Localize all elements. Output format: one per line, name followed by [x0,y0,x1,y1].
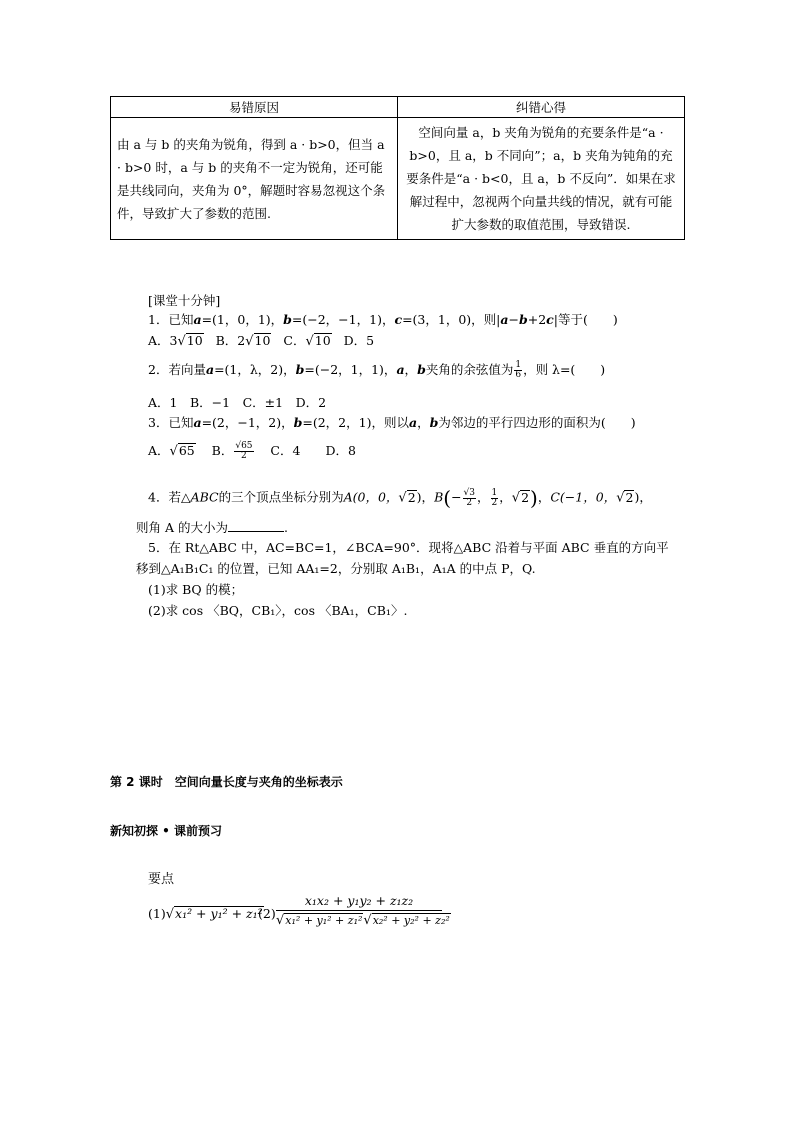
q1-text: =(1，0，1)， [201,312,284,327]
table-header-right: 纠错心得 [398,97,685,118]
question-3-stem: 3．已知a=(2，−1，2)，b=(2，2，1)，则以a，b为邻边的平行四边形的面积为( ) [148,415,636,430]
question-1-options: A．3√10 B．2√10 C．√10 D．5 [148,333,375,349]
q1-option-a-radicand: 10 [186,333,203,348]
question-4-stem: 4．若△ABC的三个顶点坐标分别为A(0，0，√2)，B(− $\frac{√3}{2}$ ， $\frac{1}{2}$ ，√2)，C(−1，0，√2)， [148,486,652,510]
q3-option-cd: C．4 D．8 [270,443,356,458]
q3-text: =(2，2，1)，则以 [302,415,409,430]
q1-text: +2 [527,312,547,327]
q2-text: =(1，λ，2)， [214,362,296,377]
q3-text: =(2，−1，2)， [201,415,294,430]
q1-text: |等于( ) [553,312,618,327]
formula-2-denominator-b: x₂² + y₂² + z₂² [372,914,450,927]
question-2-options: A．1 B．−1 C．±1 D．2 [148,395,327,410]
q1-text: 1．已知 [148,312,194,327]
section-class-ten-minutes: [课堂十分钟] [148,293,221,308]
q1-text: − [508,312,519,327]
q1-text: =(−2，−1，1)， [291,312,395,327]
q4-point-c: C(−1，0， [550,489,617,505]
q3-text: 为邻边的平行四边形的面积为( ) [438,415,636,430]
q4-text: )， [634,489,652,505]
q4-text: )， [416,489,435,505]
key-points-heading: 要点 [148,872,175,887]
q1-option-b-radicand: 10 [254,333,271,348]
lesson-title: 第 2 课时 空间向量长度与夹角的坐标表示 [110,775,343,789]
question-5-line-1: 5．在 Rt△ABC 中，AC=BC=1，∠BCA=90°．现将△ABC 沿着与平面 ABC 垂直的方向平 [148,540,669,555]
q3-option-a-radicand: 65 [178,443,195,458]
table-cell-right: 空间向量 a，b 夹角为锐角的充要条件是“a · b>0，且 a，b 不同向”；a，b 夹角为钝角的充要条件是“a · b<0，且 a，b 不反向”．如果在求解过程中，忽视两个向量共线的情况，就有可能扩大参数的取值范围，导致错误. [398,118,685,240]
question-4-line-2 [136,518,288,536]
q4-b-fraction-2: $\frac{1}{2}$ [491,487,498,508]
q2-text: ， [404,362,418,377]
q1-option-c-radicand: 10 [314,333,331,348]
q4-point-b: B [434,489,444,505]
q2-text: 2．若向量 [148,362,206,377]
q4-point-a: A(0，0， [343,489,399,505]
q4-radicand: 2 [521,489,530,505]
q2-text: =(−2，1，1)， [304,362,397,377]
q4-text: 4．若△ [148,489,191,505]
formula-1-radicand: x₁² + y₁² + z₁² [175,906,263,921]
q1-option-a: A．3 [148,333,178,348]
q3-option-b: B． [211,443,234,458]
formula-2-denominator: √x₁² + y₁² + z₁²√x₂² + y₂² + z₂² [276,913,450,928]
q2-text: 夹角的余弦值为 [425,362,514,377]
formula-2-numerator: x₁x₂ + y₁y₂ + z₁z₂ [276,893,442,911]
question-2-stem: 2．若向量a=(1，λ，2)，b=(−2，1，1)，a，b夹角的余弦值为 $\frac{1}{6}$ ，则 λ=( ) [148,360,606,380]
q4-b-fraction-1: $\frac{√3}{2}$ [463,487,476,508]
formula-2 [276,893,450,928]
q4-radicand: 2 [625,489,634,505]
q4-triangle: ABC [190,489,219,505]
formula-2-denominator-a: x₁² + y₁² + z₁² [285,914,363,927]
q1-option-d: D．5 [343,333,375,348]
q3-option-b-fraction: $\frac{√65}{2}$ [235,441,253,461]
q4-text: . [283,520,288,535]
formula-1: (1)√x₁² + y₁² + z₁² [148,906,263,922]
question-1-stem: 1．已知a=(1，0，1)，b=(−2，−1，1)，c=(3，1，0)，则|a−b+2c|等于( ) [148,312,618,327]
q4-text: 的三个顶点坐标分别为 [218,489,344,505]
q4-radicand: 2 [407,489,416,505]
q3-text: 3．已知 [148,415,194,430]
q1-text: =(3，1，0)，则| [402,312,501,327]
q4-text: 则角 A 的大小为 [136,520,228,535]
error-analysis-table [110,96,685,240]
q1-option-c: C． [283,333,306,348]
q2-text: ，则 λ=( ) [523,362,606,377]
table-cell-left: 由 a 与 b 的夹角为锐角，得到 a · b>0，但当 a · b>0 时，a 与 b 的夹角不一定为锐角，还可能是共线同向，夹角为 0°，解题时容易忽视这个条件，导致扩大了参数的范围. [111,118,398,240]
formula-2-label: (2) [258,906,276,921]
q1-option-b: B．2 [215,333,246,348]
question-3-options: A．√65 B． $\frac{√65}{2}$ C．4 D．8 [148,441,356,461]
formula-1-label: (1) [148,906,166,921]
q3-option-a: A． [148,443,170,458]
q3-text: ， [417,415,430,430]
question-5-sub-2: (2)求 cos 〈BQ，CB₁〉，cos 〈BA₁，CB₁〉. [148,603,408,618]
table-header-left: 易错原因 [111,97,398,118]
q4-answer-blank[interactable] [228,521,284,532]
q2-fraction: $\frac{1}{6}$ [515,360,522,380]
question-5-sub-1: (1)求 BQ 的模； [148,582,244,597]
question-5-line-2: 移到△A₁B₁C₁ 的位置，已知 AA₁=2，分别取 A₁B₁，A₁A 的中点 P，Q. [136,561,536,576]
new-knowledge-heading: 新知初探 • 课前预习 [110,824,223,838]
